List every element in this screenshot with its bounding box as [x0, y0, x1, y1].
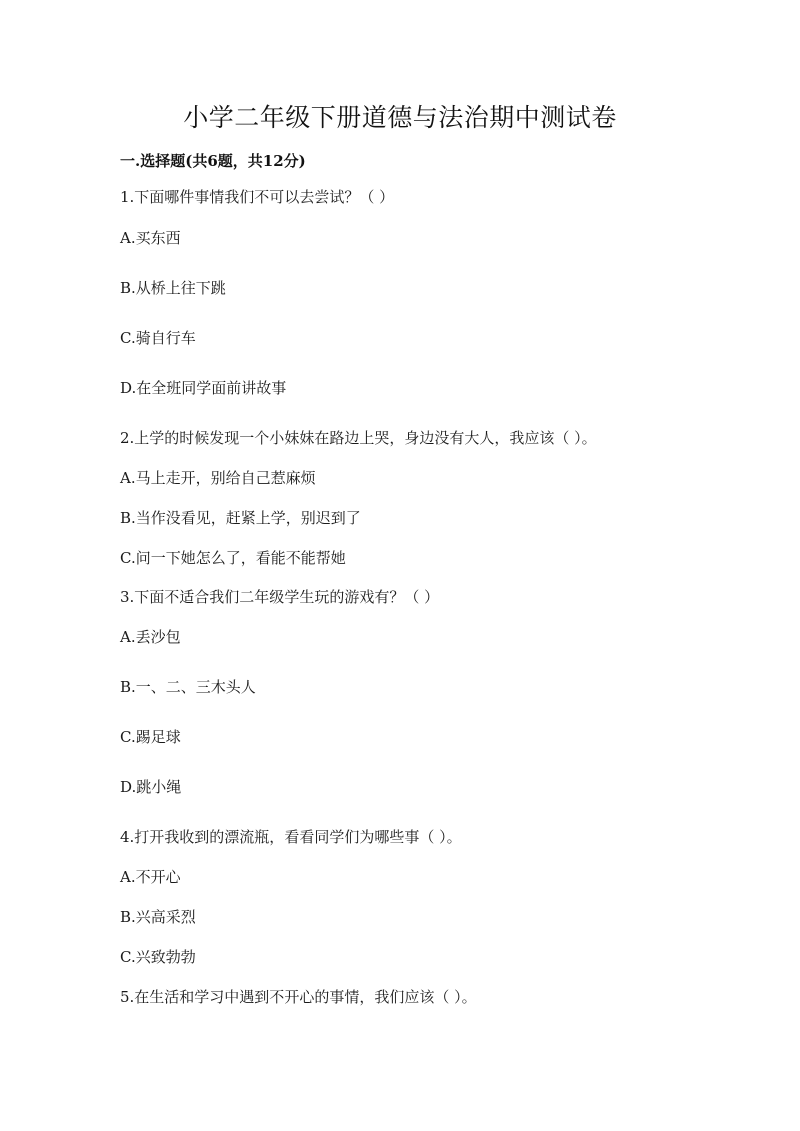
question-4-option-c: C.兴致勃勃 — [120, 948, 196, 966]
question-4-stem: 4.打开我收到的漂流瓶，看看同学们为哪些事（ ）。 — [120, 828, 462, 846]
question-3-option-b: B.一、二、三木头人 — [120, 678, 256, 696]
question-1-option-b: B.从桥上往下跳 — [120, 279, 226, 297]
question-1-stem: 1.下面哪件事情我们不可以去尝试？（ ） — [120, 188, 395, 206]
question-2-option-a: A.马上走开，别给自己惹麻烦 — [120, 469, 316, 487]
question-4-option-a: A.不开心 — [120, 868, 181, 886]
question-2-option-c: C.问一下她怎么了，看能不能帮她 — [120, 549, 346, 567]
question-5-stem: 5.在生活和学习中遇到不开心的事情，我们应该（ ）。 — [120, 988, 477, 1006]
question-1-option-c: C.骑自行车 — [120, 329, 196, 347]
question-3-option-c: C.踢足球 — [120, 728, 181, 746]
question-2-option-b: B.当作没看见，赶紧上学，别迟到了 — [120, 509, 361, 527]
question-3-option-a: A.丢沙包 — [120, 628, 181, 646]
question-1-option-d: D.在全班同学面前讲故事 — [120, 379, 287, 397]
question-2-stem: 2.上学的时候发现一个小妹妹在路边上哭，身边没有大人，我应该（ ）。 — [120, 429, 597, 447]
question-3-option-d: D.跳小绳 — [120, 778, 182, 796]
question-4-option-b: B.兴高采烈 — [120, 908, 196, 926]
question-1-option-a: A.买东西 — [120, 229, 181, 247]
section-heading: 一.选择题(共6题，共12分) — [120, 152, 306, 170]
question-3-stem: 3.下面不适合我们二年级学生玩的游戏有？（ ） — [120, 588, 440, 606]
page-title: 小学二年级下册道德与法治期中测试卷 — [183, 103, 617, 132]
